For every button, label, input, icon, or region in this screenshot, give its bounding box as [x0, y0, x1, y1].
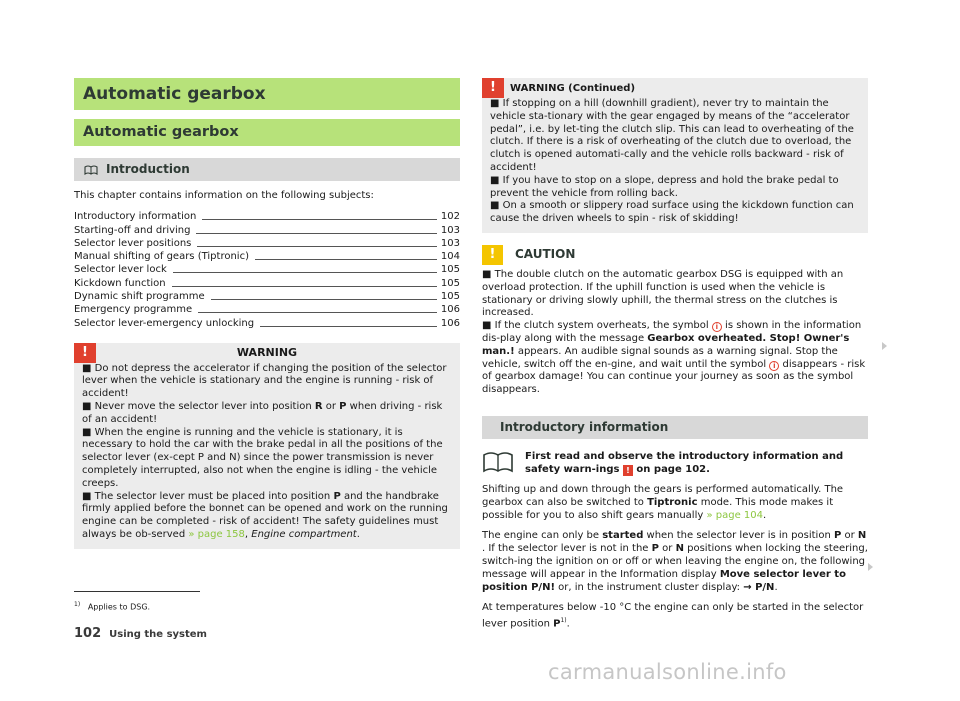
toc-item-page: 106 — [440, 317, 460, 329]
warning-body — [82, 363, 452, 542]
warning-item: ■ Do not depress the accelerator if changing the position of the selector lever when the vehicle is stationary and the engine is running - risk of accident! — [82, 362, 447, 400]
toc-item[interactable] — [74, 276, 460, 289]
warning-item: ■ If stopping on a hill (downhill gradient), never try to maintain the vehicle sta-tionary with the gear engaged by means of the “accelerator pedal”, i.e. by let-ting the clutch slip. This can lead to overheating of the clutch. If there is a risk of overheating of the clutch due to overload, the clutch is opened automati-cally and the vehicle rolls backward - risk of accident! — [490, 98, 854, 173]
caution-body — [482, 269, 868, 397]
toc-item-title: Selector lever positions — [74, 237, 192, 249]
section-end-arrow-icon — [868, 563, 873, 571]
toc-item[interactable] — [74, 223, 460, 236]
toc-item-title: Introductory information — [74, 211, 197, 223]
toc-item-title: Dynamic shift programme — [74, 291, 205, 303]
toc-item[interactable] — [74, 263, 460, 276]
warning-item: ■ On a smooth or slippery road surface using the kickdown function can cause the driven wheels to spin - risk of skidding! — [490, 200, 854, 225]
toc-item-title: Kickdown function — [74, 277, 166, 289]
footnote: $^{1)}$ Applies to DSG. — [74, 601, 151, 612]
toc-item-title: Manual shifting of gears (Tiptronic) — [74, 251, 249, 263]
page-link[interactable]: » page 104 — [706, 509, 764, 521]
chapter-title: Automatic gearbox — [74, 78, 460, 110]
warning-icon: ! — [623, 465, 633, 476]
toc-item-title: Emergency programme — [74, 304, 193, 316]
warning-continued-box — [482, 78, 868, 233]
toc-item[interactable] — [74, 237, 460, 250]
toc-item-title: Starting-off and driving — [74, 224, 191, 236]
read-first-text: First read and observe the introductory information and safety warn-ings ! on page 102. — [525, 450, 844, 475]
toc-item-page: 105 — [440, 291, 460, 303]
arrow-icon: → — [743, 581, 756, 593]
warning-box — [74, 343, 460, 549]
introduction-heading-label: Introduction — [106, 162, 190, 176]
body-paragraph: The engine can only be started when the selector lever is in position P or N . If the selector lever is not in the P or N positions when locking the steering, switch-ing the ignition on or off or when leaving the engine on, the following message will appear in the Information display Move selector lever to position P/N! or, in the instrument cluster display: → P/N. — [482, 529, 868, 593]
body-paragraph: Shifting up and down through the gears is performed automatically. The gearbox can also be switched to Tiptronic mode. This mode makes it possible for you to also shift gears manually » page 104. — [482, 483, 844, 521]
caution-icon: ! — [482, 245, 503, 265]
warning-item: ■ If you have to stop on a slope, depress and hold the brake pedal to prevent the vehicle from rolling back. — [490, 174, 839, 199]
toc-item-page: 106 — [440, 304, 460, 316]
introductory-information-heading: Introductory information — [482, 416, 868, 439]
read-first-note — [482, 450, 868, 476]
toc-item[interactable] — [74, 210, 460, 223]
footnote-divider — [74, 591, 200, 592]
caution-title: CAUTION — [515, 247, 576, 262]
toc-item-page: 104 — [440, 251, 460, 263]
page-number: 102 — [74, 626, 102, 641]
left-column — [74, 78, 460, 549]
toc-item[interactable] — [74, 303, 460, 316]
book-icon — [84, 165, 98, 175]
caution-heading — [482, 245, 868, 265]
warning-item: ■ When the engine is running and the vehicle is stationary, it is necessary to hold the car with the brake pedal in all the positions of the selector lever (ex-cept P and N) since the power transmission is never completely interrupted, also not when the engine is idling - the vehicle creeps. — [82, 426, 443, 489]
toc-item-page: 103 — [440, 237, 460, 249]
right-column — [482, 78, 868, 630]
section-end-arrow-icon — [882, 342, 887, 350]
warning-item: ■ Never move the selector lever into position R or P when driving - risk of an accident! — [82, 401, 443, 425]
warning-icon: ! — [74, 343, 96, 363]
toc-item-page: 105 — [440, 277, 460, 289]
section-title: Automatic gearbox — [74, 119, 460, 146]
toc-item[interactable] — [74, 250, 460, 263]
page-footer — [74, 627, 207, 641]
toc-item[interactable] — [74, 316, 460, 329]
warning-continued-body — [490, 98, 860, 226]
intro-text: This chapter contains information on the following subjects: — [74, 190, 374, 201]
body-paragraph: At temperatures below -10 °C the engine can only be started in the selector lever position $P^{1)}$. — [482, 601, 864, 630]
caution-item: ■ The double clutch on the automatic gearbox DSG is equipped with an overload protection. If the uphill function is used when the vehicle is stationary or driving slowly uphill, the thermal stress on the clutches is increased. — [482, 268, 844, 319]
warning-continued-title: WARNING (Continued) — [510, 82, 636, 94]
info-symbol-icon: i — [769, 361, 779, 371]
watermark: carmanualsonline.info — [548, 660, 787, 684]
warning-item: ■ The selector lever must be placed into position P and the handbrake firmly applied before the bonnet can be opened and work on the running engine can be completed - risk of accident! The safety guidelines must always be ob-served » page 158, Engine compartment. — [82, 490, 448, 541]
warning-title: WARNING — [236, 346, 298, 360]
toc-item-page: 105 — [440, 264, 460, 276]
page-link[interactable]: » page 158 — [188, 529, 245, 541]
caution-item: ■ If the clutch system overheats, the symbol i is shown in the information dis-play along with the message Gearbox overheated. Stop! Owner's man.! appears. An audible signal sounds as a warning signal. Stop the vehicle, switch off the en-gine, and wait until the symbol i disappears - risk of gearbox damage! You can continue your journey as soon as the symbol disappears. — [482, 320, 866, 396]
table-of-contents — [74, 210, 460, 330]
warning-icon: ! — [482, 78, 504, 98]
footer-section: Using the system — [109, 629, 207, 640]
toc-item-title: Selector lever lock — [74, 264, 167, 276]
toc-item-page: 103 — [440, 224, 460, 236]
toc-item-title: Selector lever-emergency unlocking — [74, 317, 255, 329]
info-symbol-icon: i — [712, 322, 722, 332]
toc-item-page: 102 — [440, 211, 460, 223]
toc-item[interactable] — [74, 290, 460, 303]
book-icon — [482, 450, 514, 474]
introduction-heading — [74, 158, 460, 181]
